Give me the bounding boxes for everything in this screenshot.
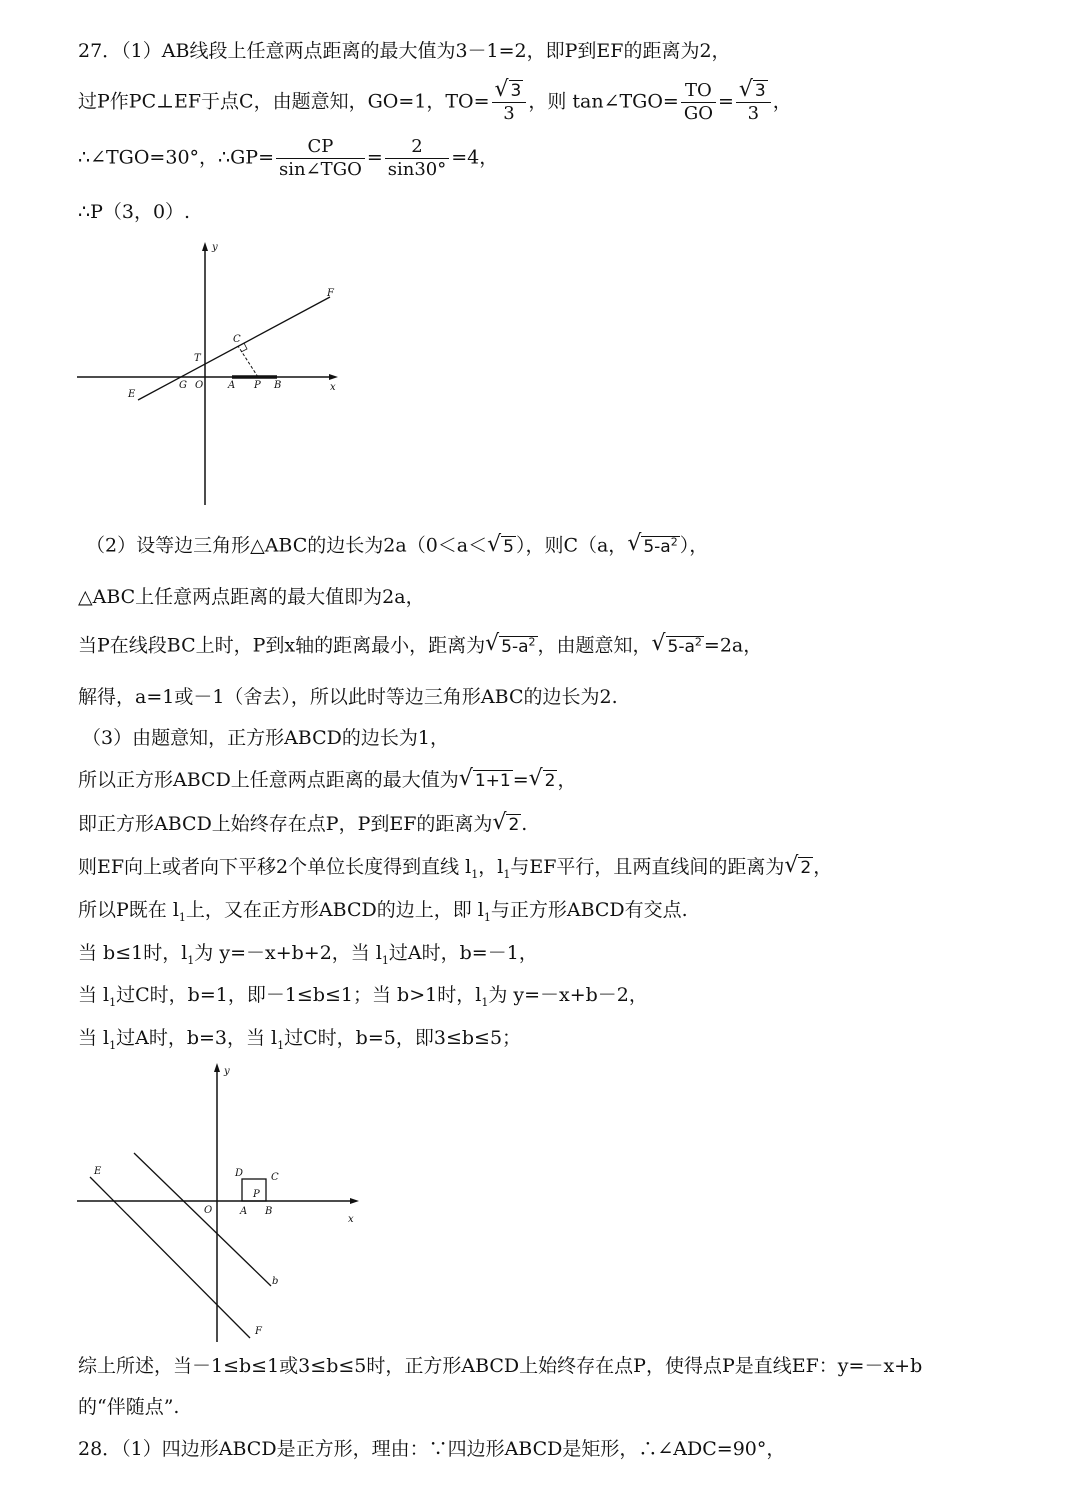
fig2-label-D: D <box>235 1168 244 1179</box>
solution-27-part3-line-4: 则EF向上或者向下平移2个单位长度得到直线 $l_1$，$l_1$与EF平行，且两直线间的距离为√ 2 ， <box>78 858 832 880</box>
fig2-label-x: x <box>348 1214 354 1225</box>
solution-27-line-2: 过P作PC⊥EF于点C，由题意知，GO=1，TO= √ $\frac{3}{3}$ ，则 tan∠TGO= $\frac{TO}{GO}$ = √ $\frac{3}{3}$ ， <box>78 82 792 123</box>
fig1-label-B: B <box>274 380 282 391</box>
fig1-label-E: E <box>128 389 136 400</box>
fig2-y-arrow <box>214 1063 220 1072</box>
fig1-label-G: G <box>179 380 187 391</box>
solution-27-part3-line-3: 即正方形ABCD上始终存在点P，P到EF的距离为√ 2 . <box>78 815 527 834</box>
fig2-label-A: A <box>240 1206 248 1217</box>
solution-27-part3-line-8: 当 $l_1$过A时，b=3，当 $l_1$过C时，b=5，即3≤b≤5； <box>78 1027 522 1052</box>
figure-2-coordinate-plot <box>72 1060 372 1350</box>
solution-27-part2-line-4: 解得，a=1或－1（舍去），所以此时等边三角形ABC的边长为2. <box>78 686 618 708</box>
figure-1-coordinate-plot <box>72 240 347 510</box>
solution-27-part3-line-6: 当 b≤1时，$l_1$为 y=－x+b+2，当 $l_1$过A时，b=－1， <box>78 942 538 967</box>
solution-27-part3-line-7: 当 $l_1$过C时，b=1，即－1≤b≤1；当 b>1时，$l_1$为 y=－x+b－2， <box>78 984 648 1009</box>
solution-27-part2-line-2: △ABC上任意两点距离的最大值即为2a， <box>78 586 425 608</box>
solution-27-conclusion-line-1: 综上所述，当－1≤b≤1或3≤b≤5时，正方形ABCD上始终存在点P，使得点P是直线EF：y=－x+b <box>78 1355 923 1377</box>
fig1-label-O: O <box>195 380 204 391</box>
fig2-label-C: C <box>271 1172 279 1183</box>
solution-27-part3-line-1: （3）由题意知，正方形ABCD的边长为1， <box>82 727 449 749</box>
fig1-label-T: T <box>194 353 201 364</box>
fig1-label-C: C <box>233 334 241 345</box>
fig2-label-O: O <box>204 1205 213 1216</box>
fig1-y-arrow <box>202 242 208 251</box>
fig2-label-F: F <box>255 1326 262 1337</box>
fig1-x-arrow <box>329 374 338 380</box>
fig1-perpendicular-PC <box>238 346 258 377</box>
fig1-label-y: y <box>212 242 218 253</box>
solution-27-line-1: 27．（1）AB线段上任意两点距离的最大值为3－1=2，即P到EF的距离为2， <box>78 40 731 62</box>
solution-28-line-1: 28．（1）四边形ABCD是正方形，理由：∵四边形ABCD是矩形，∴∠ADC=90°， <box>78 1438 786 1460</box>
fig2-label-B: B <box>265 1206 273 1217</box>
fig1-label-A: A <box>228 380 236 391</box>
fig2-label-y: y <box>224 1066 230 1077</box>
fig1-label-F: F <box>327 288 334 299</box>
solution-27-conclusion-line-2: 的“伴随点”. <box>78 1396 180 1418</box>
fig2-line-b <box>134 1153 271 1286</box>
solution-27-part2-line-3: 当P在线段BC上时，P到x轴的距离最小，距离为√ $5-a^2$ ，由题意知，√ $5-a^2 =2a$， <box>78 636 762 656</box>
fig2-label-P: P <box>253 1189 260 1200</box>
solution-27-part3-line-5: 所以P既在 $l_1$上，又在正方形ABCD的边上，即 $l_1$与正方形ABCD有交点. <box>78 899 688 924</box>
solution-27-line-3: ∴∠TGO=30°，∴GP= $\frac{CP}{\text{sin∠TGO}}$ = $\frac{2}{\sin 30^\circ}$ =4， <box>78 136 499 180</box>
fig2-label-E: E <box>94 1166 102 1177</box>
fig2-x-arrow <box>350 1198 359 1204</box>
solution-27-part2-line-1: （2）设等边三角形△ABC的边长为2a（0＜a＜√ 5 ），则C（a，√ $5-a^2$ ）， <box>86 536 708 556</box>
solution-27-part3-line-2: 所以正方形ABCD上任意两点距离的最大值为√ 1+1 =√ 2 ， <box>78 771 576 790</box>
solution-27-line-4: ∴P（3，0）. <box>78 201 191 223</box>
fig2-label-b: b <box>272 1276 279 1287</box>
fig1-label-P: P <box>254 380 261 391</box>
fig1-label-x: x <box>330 382 336 393</box>
